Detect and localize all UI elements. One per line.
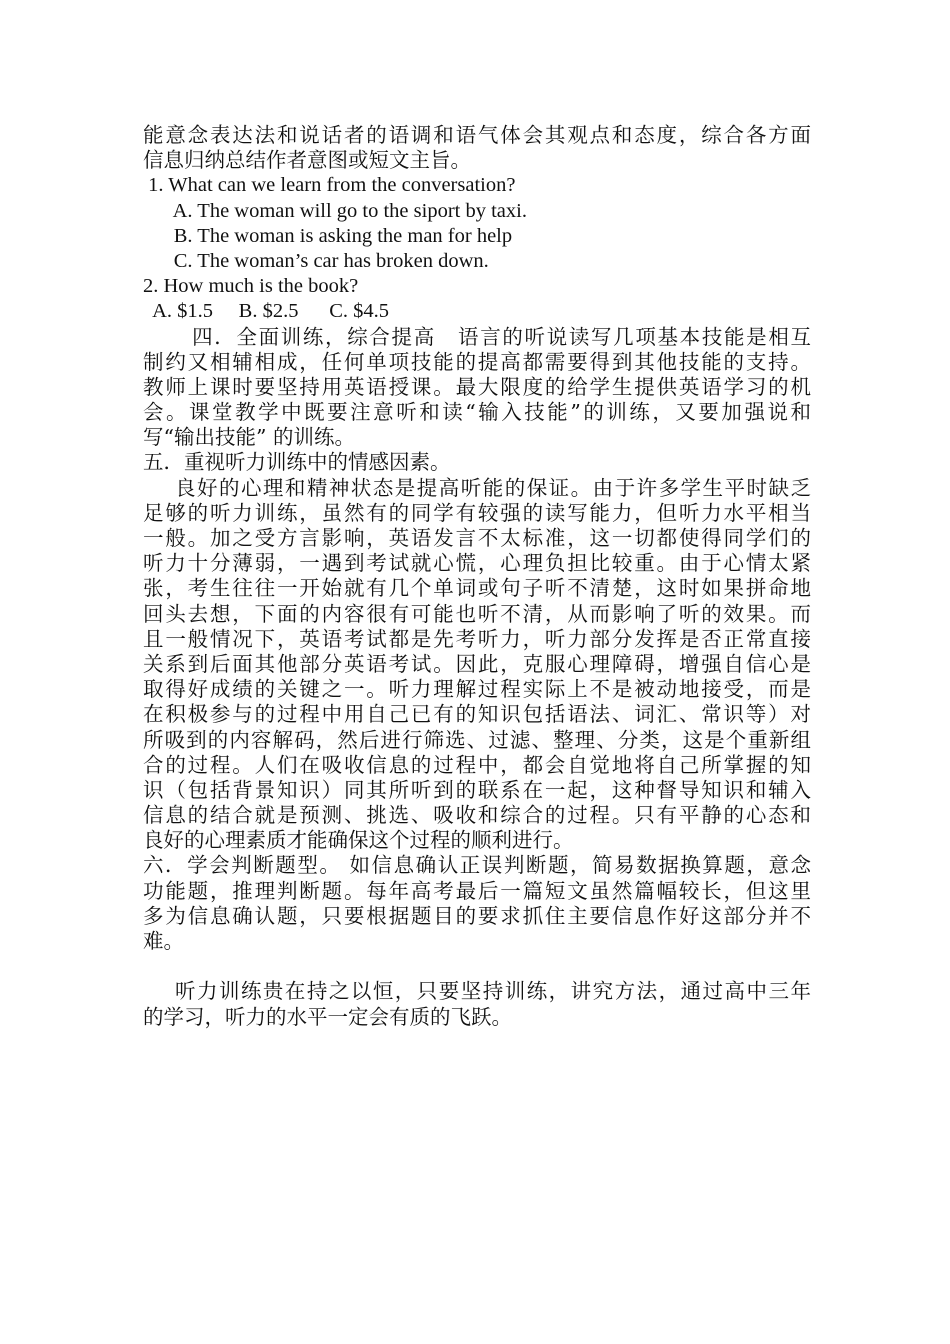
section-6-paragraph <box>143 853 811 954</box>
text-line: 教师上课时要坚持用英语授课。最大限度的给学生提供英语学习的机 <box>143 374 811 399</box>
text-line: 信息的结合就是预测、挑选、吸收和综合的过程。只有平静的心态和 <box>143 803 811 828</box>
blank-line <box>143 954 811 979</box>
text-line: 一般。加之受方言影响，英语发言不太标准，这一切都使得同学们的 <box>143 526 811 550</box>
text-line: 写“输出技能” 的训练。 <box>143 425 355 450</box>
conclusion-paragraph <box>143 979 811 1029</box>
question-option: A. $1.5 B. $2.5 C. $4.5 <box>143 300 390 323</box>
question-2 <box>143 274 811 324</box>
question-option: B. The woman is asking the man for help <box>143 224 513 247</box>
text-line: 张，考生往往一开始就有几个单词或句子听不清楚，这时如果拼命地 <box>143 576 811 601</box>
text-line: 难。 <box>143 929 184 953</box>
question-stem: 1. What can we learn from the conversation? <box>143 174 516 197</box>
text-line: 制约又相辅相成，任何单项技能的提高都需要得到其他技能的支持。 <box>143 349 811 374</box>
text-line: 听力十分薄弱，一遇到考试就心慌，心理负担比较重。由于心情太紧 <box>143 551 811 576</box>
text-line: 良好的心理素质才能确保这个过程的顺利进行。 <box>143 828 574 853</box>
question-stem: 2. How much is the book? <box>143 275 359 298</box>
question-option: A. The woman will go to the siport by taxi. <box>143 199 527 222</box>
text-line: 听力训练贵在持之以恒，只要坚持训练，讲究方法，通过高中三年 <box>143 979 811 1004</box>
text-line: 会。课堂教学中既要注意听和读“输入技能”的训练，又要加强说和 <box>143 400 811 425</box>
text-line: 良好的心理和精神状态是提高听能的保证。由于许多学生平时缺乏 <box>143 475 811 500</box>
text-line: 回头去想，下面的内容很有可能也听不清，从而影响了听的效果。而 <box>143 601 811 626</box>
text-line: 四．全面训练，综合提高 语言的听说读写几项基本技能是相互 <box>143 324 811 349</box>
text-line: 关系到后面其他部分英语考试。因此，克服心理障碍，增强自信心是 <box>143 651 811 676</box>
text-line: 所吸到的内容解码，然后进行筛选、过滤、整理、分类，这是个重新组 <box>143 727 811 752</box>
text-line: 多为信息确认题，只要根据题目的要求抓住主要信息作好这部分并不 <box>143 903 811 928</box>
text-line: 功能题，推理判断题。每年高考最后一篇短文虽然篇幅较长，但这里 <box>143 878 811 903</box>
section-5-heading: 五．重视听力训练中的情感因素。 <box>143 450 451 475</box>
text-line: 在积极参与的过程中用自己已有的知识包括语法、词汇、常识等）对 <box>143 702 811 727</box>
text-line: 能意念表达法和说话者的语调和语气体会其观点和态度，综合各方面 <box>143 123 811 147</box>
text-line: 信息归纳总结作者意图或短文主旨。 <box>143 148 471 173</box>
text-line: 且一般情况下，英语考试都是先考听力，听力部分发挥是否正常直接 <box>143 626 811 651</box>
document-page <box>143 123 811 1030</box>
text-line: 取得好成绩的关键之一。听力理解过程实际上不是被动地接受，而是 <box>143 677 811 702</box>
intro-paragraph <box>143 123 811 173</box>
text-line: 合的过程。人们在吸收信息的过程中，都会自觉地将自己所掌握的知 <box>143 752 811 777</box>
text-line: 足够的听力训练，虽然有的同学有较强的读写能力，但听力水平相当 <box>143 500 811 525</box>
question-1 <box>143 173 811 274</box>
text-line: 六．学会判断题型。 如信息确认正误判断题，简易数据换算题，意念 <box>143 853 811 878</box>
text-line: 识（包括背景知识）同其所听到的联系在一起，这种督导知识和辅入 <box>143 777 811 802</box>
section-4-paragraph <box>143 325 811 451</box>
question-option: C. The woman’s car has broken down. <box>143 249 489 272</box>
text-line: 的学习，听力的水平一定会有质的飞跃。 <box>143 1004 512 1029</box>
section-5-paragraph <box>143 476 811 854</box>
